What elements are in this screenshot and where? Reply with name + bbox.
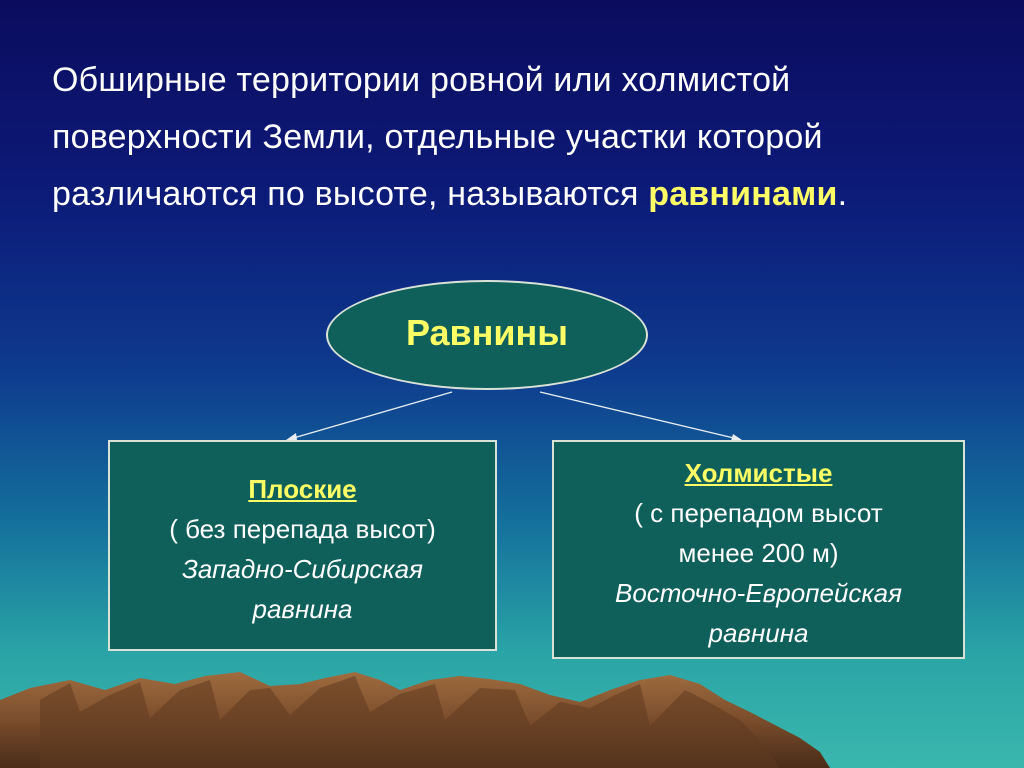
category-box-hilly (552, 440, 965, 659)
category-description-hilly: ( с перепадом высот менее 200 м) (634, 498, 883, 568)
root-node-label: Равнины (405, 312, 569, 353)
category-example-flat: Западно-Сибирская равнина (181, 554, 424, 624)
root-node-plains (326, 280, 648, 390)
definition-tail: . (837, 175, 848, 213)
category-title-flat: Плоские (248, 474, 357, 504)
category-description-flat: ( без перепада высот) (169, 514, 436, 544)
definition-lead: Обширные территории ровной или холмистой поверхности Земли, отдельные участки которой различаются по высоте, называются (52, 61, 823, 213)
category-box-flat (108, 440, 497, 651)
arrow-to-flat (290, 392, 452, 439)
category-title-hilly: Холмистые (684, 458, 833, 488)
definition-term: равнинами (648, 175, 838, 213)
arrowhead-flat (286, 433, 297, 440)
category-example-hilly: Восточно-Европейская равнина (614, 578, 903, 648)
arrow-to-hilly (540, 392, 738, 439)
